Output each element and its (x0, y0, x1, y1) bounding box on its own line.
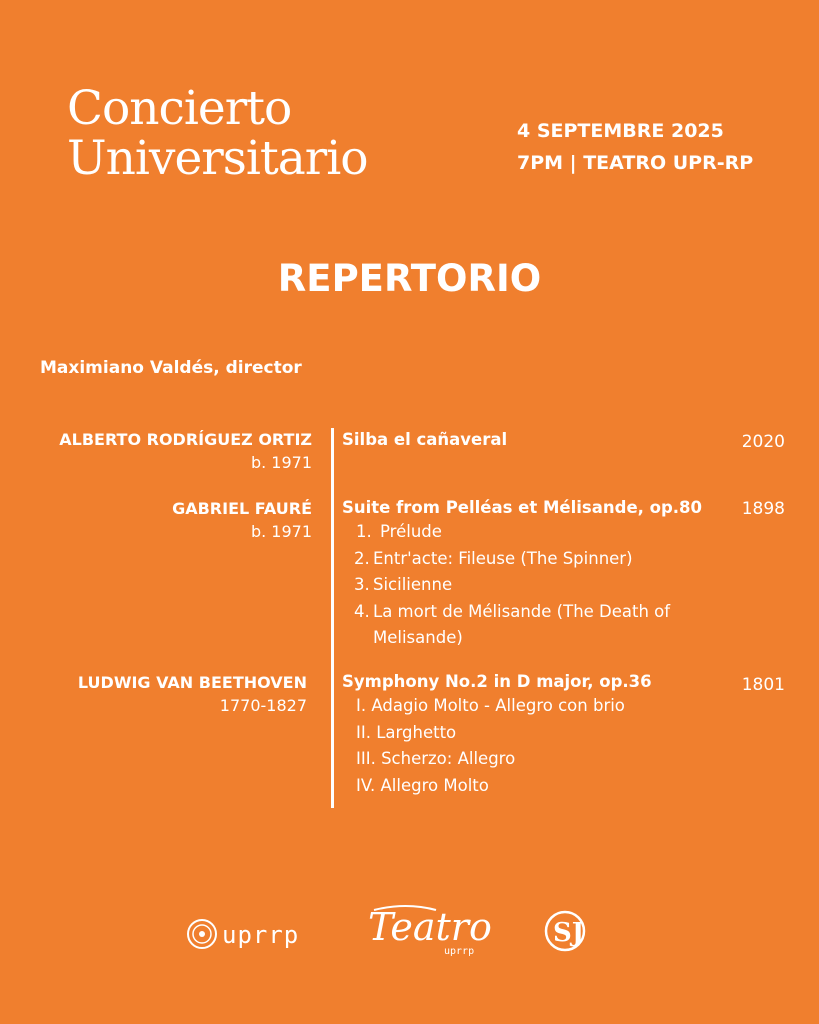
movement-text: Sicilienne (373, 575, 453, 594)
composer-block (59, 430, 312, 472)
divider-line (331, 428, 334, 808)
teatro-script-icon (366, 900, 508, 960)
movement-item: II. Larghetto (356, 722, 457, 742)
composer-dates: b. 1971 (250, 522, 312, 541)
composer-block (78, 673, 307, 715)
uprrp-seal-icon (186, 916, 328, 952)
work-year: 1898 (741, 499, 785, 519)
uprrp-logo (186, 916, 328, 956)
work-block (342, 672, 652, 799)
movement-item (356, 519, 702, 546)
movement-item (373, 625, 702, 652)
work-title: Symphony No.2 in D major, op.36 (342, 672, 652, 691)
movement-text: Entr'acte: Fileuse (The Spinner) (373, 548, 633, 568)
event-info (517, 115, 753, 179)
movement-number: 2. (354, 548, 370, 568)
sj-monogram-text: SJ (553, 918, 585, 948)
sponsor-logos (0, 900, 819, 960)
teatro-logo (366, 900, 508, 964)
work-block (342, 498, 702, 652)
movement-text: La mort de Mélisande (The Death of (373, 601, 671, 621)
composer-dates: 1770-1827 (219, 696, 307, 715)
concert-title (67, 81, 368, 186)
teatro-wordmark: Teatro (368, 905, 492, 949)
composer-name: GABRIEL FAURÉ (172, 499, 312, 518)
conductor: Maximiano Valdés, director (40, 358, 302, 378)
work-title: Suite from Pelléas et Mélisande, op.80 (342, 498, 703, 517)
event-date: 4 SEPTEMBRE 2025 (517, 120, 724, 142)
sj-logo (543, 908, 605, 960)
movement-number: 1. (356, 522, 372, 541)
teatro-sub-wordmark: uprrp (444, 946, 475, 957)
composer-name: LUDWIG VAN BEETHOVEN (77, 673, 307, 692)
movement-text: Melisande) (373, 628, 463, 647)
movement-number: 3. (354, 575, 370, 594)
uprrp-wordmark: uprrp (222, 921, 300, 949)
title-line-1: Concierto (67, 81, 292, 136)
event-time-place: 7PM | TEATRO UPR-RP (517, 152, 754, 174)
sj-monogram-icon (543, 908, 605, 956)
work-block (342, 430, 507, 451)
movement-item (354, 572, 702, 599)
movement-text: Prélude (380, 522, 442, 541)
composer-dates: b. 1971 (250, 453, 312, 472)
title-line-2: Universitario (67, 131, 368, 186)
repertoire-heading: REPERTORIO (277, 257, 542, 300)
composer-name: ALBERTO RODRÍGUEZ ORTIZ (59, 430, 312, 449)
work-title: Silba el cañaveral (342, 430, 508, 449)
movement-item: III. Scherzo: Allegro (356, 749, 516, 768)
movement-item: I. Adagio Molto - Allegro con brio (356, 696, 625, 715)
composer-block (172, 499, 312, 541)
work-year: 1801 (741, 675, 785, 695)
work-year: 2020 (741, 432, 785, 452)
movement-item (354, 546, 702, 573)
movement-item: IV. Allegro Molto (356, 775, 489, 795)
movement-item (354, 599, 702, 626)
movement-number: 4. (354, 601, 370, 621)
